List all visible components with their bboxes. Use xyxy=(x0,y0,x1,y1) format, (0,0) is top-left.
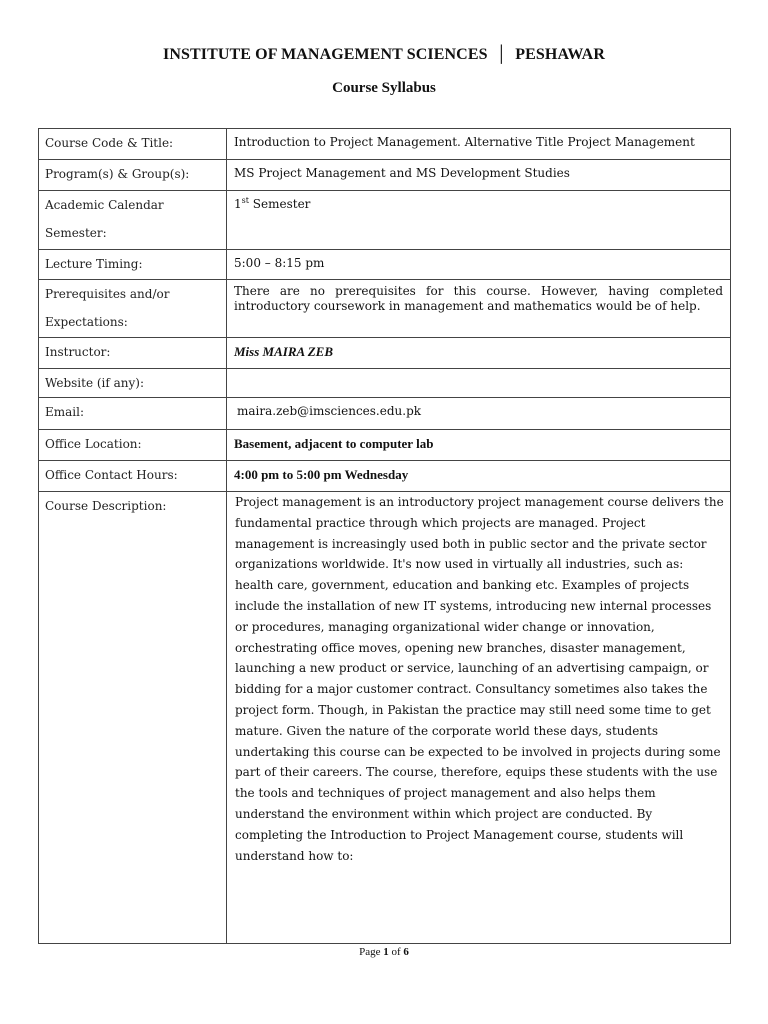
page-current: 1 xyxy=(383,946,389,958)
of-word: of xyxy=(391,946,401,958)
website-value xyxy=(227,369,731,398)
email-value[interactable] xyxy=(227,398,731,430)
description-label: Course Description: xyxy=(39,492,227,944)
document-subtitle: Course Syllabus xyxy=(332,80,436,96)
table-row-description xyxy=(39,492,731,944)
table-row-prereq xyxy=(39,280,731,338)
email-label: Email: xyxy=(39,398,227,430)
instructor-label: Instructor: xyxy=(39,338,227,369)
website-label: Website (if any): xyxy=(39,369,227,398)
table-row-calendar xyxy=(39,191,731,250)
timing-label: Lecture Timing: xyxy=(39,250,227,280)
programs-value: MS Project Management and MS Development Studies xyxy=(227,160,731,191)
office-label: Office Location: xyxy=(39,430,227,461)
table-row-instructor xyxy=(39,338,731,369)
syllabus-table xyxy=(38,128,731,944)
office-value: Basement, adjacent to computer lab xyxy=(227,430,731,461)
title-separator: │ xyxy=(495,46,508,63)
page-total: 6 xyxy=(403,946,409,958)
document-title xyxy=(0,46,768,64)
description-value: Project management is an introductory project management course delivers the fundamental practice through which projects are managed. Project management is increasingly used both in public sector and the private sector organizations worldwide. It's now used in virtually all industries, such as: health care, government, education and banking etc. Examples of projects include the installation of new IT systems, introducing new internal processes or procedures, managing organizational wider change or innovation, orchestrating office moves, opening new branches, disaster management, launching a new product or service, launching of an advertising campaign, or bidding for a major customer contract. Consultancy sometimes also takes the project form. Though, in Pakistan the practice may still need some time to get mature. Given the nature of the corporate world these days, students undertaking this course can be expected to be involved in projects during some part of their careers. The course, therefore, equips these students with the use the tools and techniques of project management and also helps them understand the environment within which project are conducted. By completing the Introduction to Project Management course, students will understand how to: xyxy=(227,492,731,944)
table-row-programs xyxy=(39,160,731,191)
table-row-website xyxy=(39,369,731,398)
city-name: PESHAWAR xyxy=(515,46,605,63)
calendar-label: Academic Calendar Semester: xyxy=(39,191,227,250)
timing-value: 5:00 – 8:15 pm xyxy=(227,250,731,280)
page-footer xyxy=(0,946,768,958)
prereq-label: Prerequisites and/or Expectations: xyxy=(39,280,227,338)
table-row-hours xyxy=(39,461,731,492)
semester-number: 1 xyxy=(234,197,242,211)
table-row-email xyxy=(39,398,731,430)
calendar-value xyxy=(227,191,731,250)
semester-text: Semester xyxy=(248,197,311,211)
hours-label: Office Contact Hours: xyxy=(39,461,227,492)
semester-suffix: st xyxy=(241,196,249,205)
institute-name: INSTITUTE OF MANAGEMENT SCIENCES xyxy=(163,46,488,63)
instructor-value: Miss MAIRA ZEB xyxy=(227,338,731,369)
table-row-timing xyxy=(39,250,731,280)
course-code-label: Course Code & Title: xyxy=(39,129,227,160)
hours-value: 4:00 pm to 5:00 pm Wednesday xyxy=(227,461,731,492)
table-row-office xyxy=(39,430,731,461)
table-row-course-code xyxy=(39,129,731,160)
page-word: Page xyxy=(359,946,381,958)
prereq-value: There are no prerequisites for this course. However, having completed introductory coursework in management and mathematics would be of help. xyxy=(227,280,731,338)
email-link[interactable]: maira.zeb@imsciences.edu.pk xyxy=(237,404,422,418)
course-code-value: Introduction to Project Management. Alternative Title Project Management xyxy=(227,129,731,160)
programs-label: Program(s) & Group(s): xyxy=(39,160,227,191)
